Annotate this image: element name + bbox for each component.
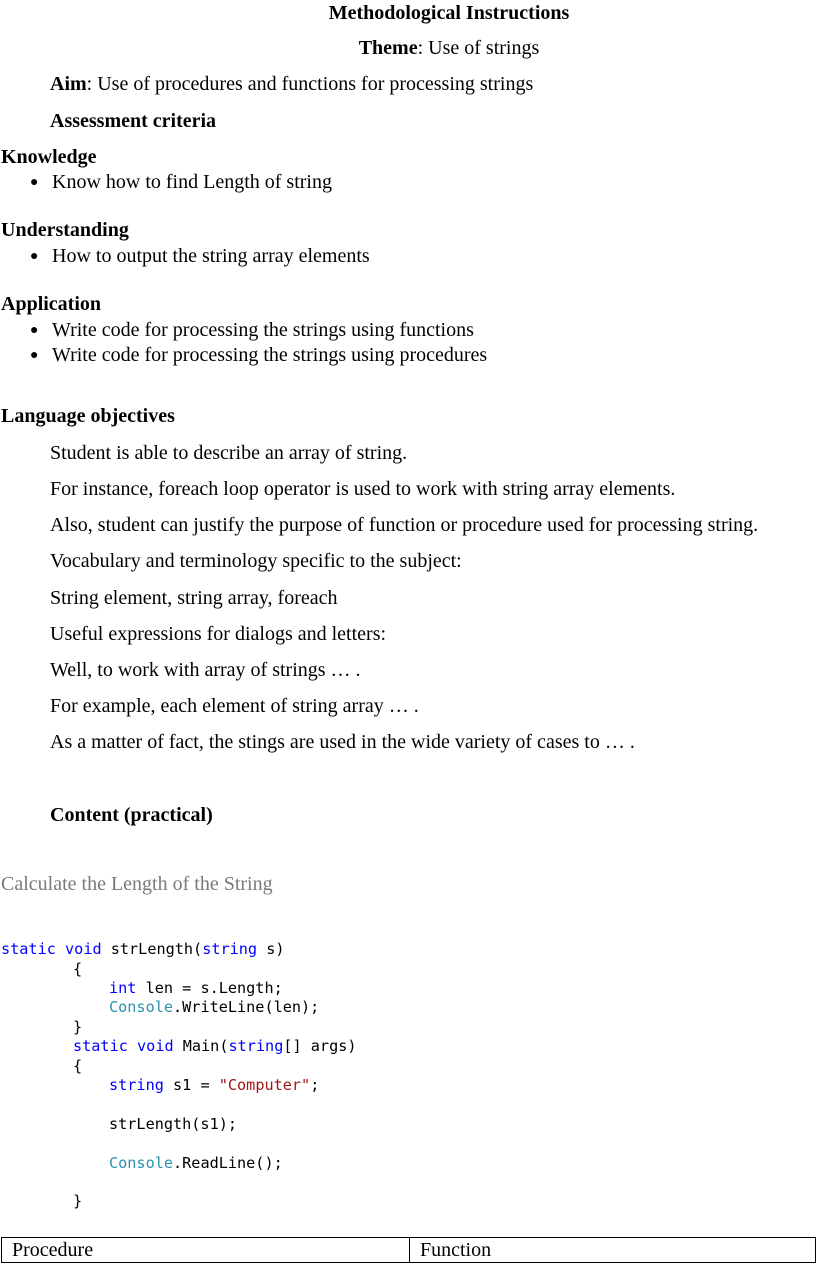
code-type: Console — [109, 1154, 174, 1172]
code-keyword: void — [137, 1037, 174, 1055]
application-item-text: Write code for processing the strings using functions — [52, 319, 474, 341]
language-line: Student is able to describe an array of string. — [50, 442, 408, 464]
understanding-item-text: How to output the string array elements — [52, 245, 370, 267]
content-heading: Content (practical) — [50, 804, 213, 826]
table-header-procedure: Procedure — [2, 1238, 410, 1263]
code-keyword: int — [109, 979, 137, 997]
language-line: String element, string array, foreach — [50, 587, 338, 609]
code-keyword: void — [65, 940, 102, 958]
understanding-heading: Understanding — [1, 219, 129, 241]
language-line: For example, each element of string array … . — [50, 695, 419, 717]
code-text: [] args) — [283, 1037, 357, 1055]
code-keyword: string — [202, 940, 258, 958]
code-text: s) — [257, 940, 285, 958]
table-row — [2, 1238, 816, 1263]
bullet-icon: ● — [30, 323, 39, 338]
code-line-3 — [109, 979, 283, 997]
theme-label: Theme — [358, 37, 418, 59]
code-text: Main( — [173, 1037, 229, 1055]
code-line-11: } — [73, 1192, 83, 1210]
aim-label: Aim — [50, 73, 87, 95]
knowledge-item-text: Know how to find Length of string — [52, 171, 332, 193]
application-item — [30, 344, 487, 367]
code-text: .ReadLine(); — [173, 1154, 283, 1172]
code-line-8 — [109, 1076, 319, 1094]
knowledge-heading: Knowledge — [1, 146, 97, 168]
assessment-heading: Assessment criteria — [50, 110, 217, 132]
understanding-item — [30, 245, 370, 268]
bullet-icon: ● — [30, 348, 39, 363]
code-string: "Computer" — [218, 1076, 311, 1094]
knowledge-item — [30, 171, 332, 194]
bullet-icon: ● — [30, 175, 39, 190]
code-text: s1 = — [163, 1076, 219, 1094]
language-line: As a matter of fact, the stings are used in the wide variety of cases to … . — [50, 731, 635, 753]
language-line: Well, to work with array of strings … . — [50, 659, 361, 681]
document-title: Methodological Instructions — [328, 2, 570, 24]
code-text: ; — [310, 1076, 320, 1094]
code-text: strLength( — [101, 940, 203, 958]
code-line-9: strLength(s1); — [109, 1115, 238, 1133]
subheading: Calculate the Length of the String — [1, 873, 273, 895]
code-line-1 — [1, 940, 285, 958]
code-line-2: { — [73, 960, 83, 978]
bullet-icon: ● — [30, 249, 39, 264]
application-item-text: Write code for processing the strings using procedures — [52, 344, 488, 366]
language-line: Also, student can justify the purpose of function or procedure used for processing string. — [50, 514, 759, 536]
code-text: .WriteLine(len); — [173, 998, 320, 1016]
code-text: len = s.Length; — [136, 979, 283, 997]
code-keyword: string — [109, 1076, 164, 1094]
theme-value: : Use of strings — [417, 37, 540, 59]
code-line-5: } — [73, 1018, 83, 1036]
table-header-function: Function — [410, 1238, 816, 1263]
code-line-4 — [109, 998, 319, 1016]
language-line: Useful expressions for dialogs and letters: — [50, 623, 387, 645]
code-keyword: static — [73, 1037, 128, 1055]
aim-line — [50, 73, 533, 96]
aim-value: : Use of procedures and functions for processing strings — [86, 73, 534, 95]
language-line: Vocabulary and terminology specific to the subject: — [50, 550, 462, 572]
code-line-10 — [109, 1154, 283, 1172]
application-item — [30, 319, 474, 342]
code-keyword: string — [228, 1037, 284, 1055]
language-line: For instance, foreach loop operator is used to work with string array elements. — [50, 478, 676, 500]
code-line-7: { — [73, 1057, 83, 1075]
code-type: Console — [109, 998, 174, 1016]
application-heading: Application — [1, 293, 102, 315]
code-line-6 — [73, 1037, 357, 1055]
code-keyword: static — [1, 940, 56, 958]
procedure-function-table — [1, 1237, 816, 1263]
language-heading: Language objectives — [1, 405, 175, 427]
theme-line — [0, 37, 816, 60]
